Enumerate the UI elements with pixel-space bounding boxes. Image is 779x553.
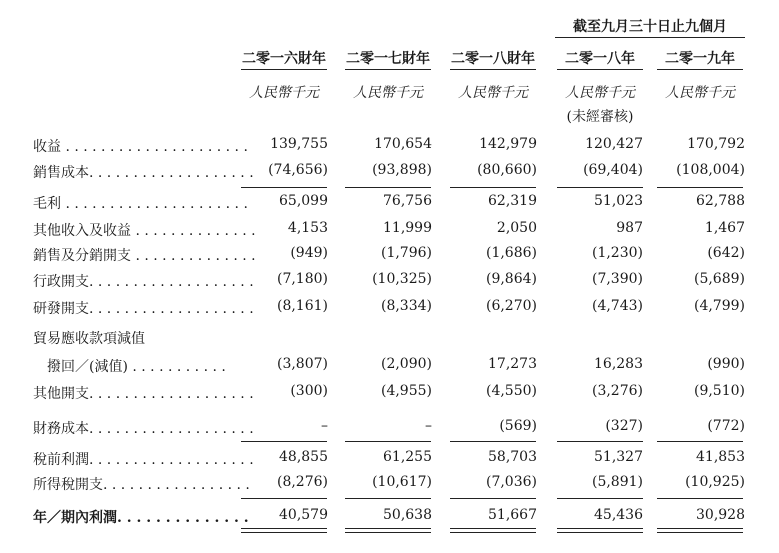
table-row <box>0 193 779 215</box>
table-cell: 17,273 <box>488 356 537 372</box>
subtotal-rule <box>241 498 327 499</box>
period-group-header: 截至九月三十日止九個月 <box>573 19 727 35</box>
total-double-rule <box>657 528 743 533</box>
table-cell: (93,898) <box>372 162 432 178</box>
table-cell: (4,799) <box>693 298 745 314</box>
table-cell: (4,550) <box>485 383 537 399</box>
table-cell: (642) <box>707 245 745 261</box>
table-cell: 51,667 <box>488 507 537 523</box>
table-cell: (569) <box>499 418 537 434</box>
table-row <box>0 298 779 320</box>
table-cell: 16,283 <box>594 356 643 372</box>
table-cell: (2,090) <box>380 356 432 372</box>
table-cell: 2,050 <box>496 220 537 236</box>
table-cell: (9,510) <box>693 383 745 399</box>
table-cell: 4,153 <box>287 220 328 236</box>
total-double-rule <box>557 528 643 533</box>
row-label: 稅前利潤. . . . . . . . . . . . . . . . . . . <box>33 452 254 468</box>
table-cell: (990) <box>707 356 745 372</box>
row-label: 銷售成本. . . . . . . . . . . . . . . . . . . <box>33 165 254 181</box>
subtotal-rule <box>241 441 327 442</box>
table-row <box>0 328 779 350</box>
table-cell: (7,036) <box>485 474 537 490</box>
table-cell: 139,755 <box>270 136 328 152</box>
table-cell: (6,270) <box>485 298 537 314</box>
table-cell: 51,327 <box>594 449 643 465</box>
row-label: 年／期內利潤. . . . . . . . . . . . . . <box>33 510 249 526</box>
table-row <box>0 418 779 440</box>
table-row <box>0 162 779 184</box>
table-cell: 48,855 <box>279 449 328 465</box>
column-header-underline <box>557 69 643 70</box>
subtotal-rule <box>557 441 643 442</box>
table-cell: (9,864) <box>485 271 537 287</box>
table-cell: (5,891) <box>591 474 643 490</box>
row-label: 毛利 . . . . . . . . . . . . . . . . . . . . . <box>33 196 248 212</box>
total-double-rule <box>345 528 431 533</box>
table-row <box>0 271 779 293</box>
table-cell: 40,579 <box>279 507 328 523</box>
table-cell: – <box>425 418 432 434</box>
subtotal-rule <box>657 187 743 188</box>
table-cell: 62,319 <box>488 193 537 209</box>
column-header: 二零一六財年 <box>242 51 326 67</box>
table-cell: (5,689) <box>693 271 745 287</box>
table-cell: 51,023 <box>594 193 643 209</box>
table-cell: 41,853 <box>696 449 745 465</box>
table-cell: (10,617) <box>372 474 432 490</box>
column-header: 二零一八財年 <box>451 51 535 67</box>
table-cell: (772) <box>707 418 745 434</box>
row-label: 所得稅開支. . . . . . . . . . . . . . . . . <box>33 477 250 493</box>
subtotal-rule <box>657 441 743 442</box>
unaudited-note: (未經審核) <box>566 109 634 125</box>
subtotal-rule <box>345 187 431 188</box>
column-unit: 人民幣千元 <box>665 85 735 101</box>
table-row <box>0 474 779 496</box>
table-cell: 170,654 <box>374 136 432 152</box>
column-header-underline <box>450 69 536 70</box>
table-cell: (7,180) <box>276 271 328 287</box>
table-cell: (327) <box>605 418 643 434</box>
row-label: 研發開支. . . . . . . . . . . . . . . . . . . <box>33 301 254 317</box>
table-cell: 120,427 <box>585 136 643 152</box>
table-cell: (8,161) <box>276 298 328 314</box>
subtotal-rule <box>241 187 327 188</box>
table-cell: 11,999 <box>383 220 432 236</box>
subtotal-rule <box>557 187 643 188</box>
row-label: 財務成本. . . . . . . . . . . . . . . . . . . <box>33 421 254 437</box>
table-cell: (8,276) <box>276 474 328 490</box>
total-double-rule <box>241 528 327 533</box>
table-cell: (1,230) <box>591 245 643 261</box>
subtotal-rule <box>450 187 536 188</box>
table-cell: – <box>321 418 328 434</box>
table-cell: (4,955) <box>380 383 432 399</box>
table-cell: 65,099 <box>279 193 328 209</box>
subtotal-rule <box>557 498 643 499</box>
row-label: 其他開支. . . . . . . . . . . . . . . . . . . <box>33 386 254 402</box>
subtotal-rule <box>450 498 536 499</box>
table-cell: 142,979 <box>479 136 537 152</box>
subtotal-rule <box>450 441 536 442</box>
table-row <box>0 245 779 267</box>
table-cell: (3,276) <box>591 383 643 399</box>
subtotal-rule <box>657 498 743 499</box>
table-row <box>0 356 779 378</box>
table-cell: (1,686) <box>485 245 537 261</box>
table-cell: (4,743) <box>591 298 643 314</box>
column-header: 二零一九年 <box>665 51 735 67</box>
row-label: 銷售及分銷開支 . . . . . . . . . . . . . . <box>33 248 256 264</box>
table-cell: (300) <box>290 383 328 399</box>
table-row <box>0 383 779 405</box>
table-row <box>0 136 779 158</box>
table-cell: 45,436 <box>594 507 643 523</box>
column-unit: 人民幣千元 <box>458 85 528 101</box>
table-cell: (949) <box>290 245 328 261</box>
period-group-underline <box>555 37 745 38</box>
column-unit: 人民幣千元 <box>353 85 423 101</box>
table-row <box>0 220 779 242</box>
table-cell: (74,656) <box>268 162 328 178</box>
table-cell: 30,928 <box>696 507 745 523</box>
total-double-rule <box>450 528 536 533</box>
column-header: 二零一八年 <box>565 51 635 67</box>
row-label: 撥回／(減值) . . . . . . . . . . . <box>47 359 226 375</box>
table-cell: (80,660) <box>477 162 537 178</box>
table-cell: (69,404) <box>583 162 643 178</box>
table-cell: (10,925) <box>685 474 745 490</box>
table-cell: (1,796) <box>380 245 432 261</box>
table-cell: 1,467 <box>704 220 745 236</box>
table-cell: 50,638 <box>383 507 432 523</box>
table-cell: (10,325) <box>372 271 432 287</box>
table-cell: (108,004) <box>676 162 745 178</box>
table-cell: 58,703 <box>488 449 537 465</box>
column-header: 二零一七財年 <box>346 51 430 67</box>
row-label: 貿易應收款項減值 <box>33 331 145 347</box>
row-label: 行政開支. . . . . . . . . . . . . . . . . . . <box>33 274 254 290</box>
table-cell: (7,390) <box>591 271 643 287</box>
table-cell: 170,792 <box>687 136 745 152</box>
table-row <box>0 449 779 471</box>
column-unit: 人民幣千元 <box>565 85 635 101</box>
subtotal-rule <box>345 441 431 442</box>
table-cell: (8,334) <box>380 298 432 314</box>
row-label: 其他收入及收益 . . . . . . . . . . . . . . <box>33 223 256 239</box>
table-cell: 61,255 <box>383 449 432 465</box>
row-label: 收益 . . . . . . . . . . . . . . . . . . . . . <box>33 139 248 155</box>
column-header-underline <box>241 69 327 70</box>
table-cell: (3,807) <box>276 356 328 372</box>
column-unit: 人民幣千元 <box>249 85 319 101</box>
subtotal-rule <box>345 498 431 499</box>
table-row <box>0 507 779 529</box>
column-header-underline <box>345 69 431 70</box>
table-cell: 76,756 <box>383 193 432 209</box>
column-header-underline <box>657 69 743 70</box>
table-cell: 987 <box>616 220 643 236</box>
table-cell: 62,788 <box>696 193 745 209</box>
